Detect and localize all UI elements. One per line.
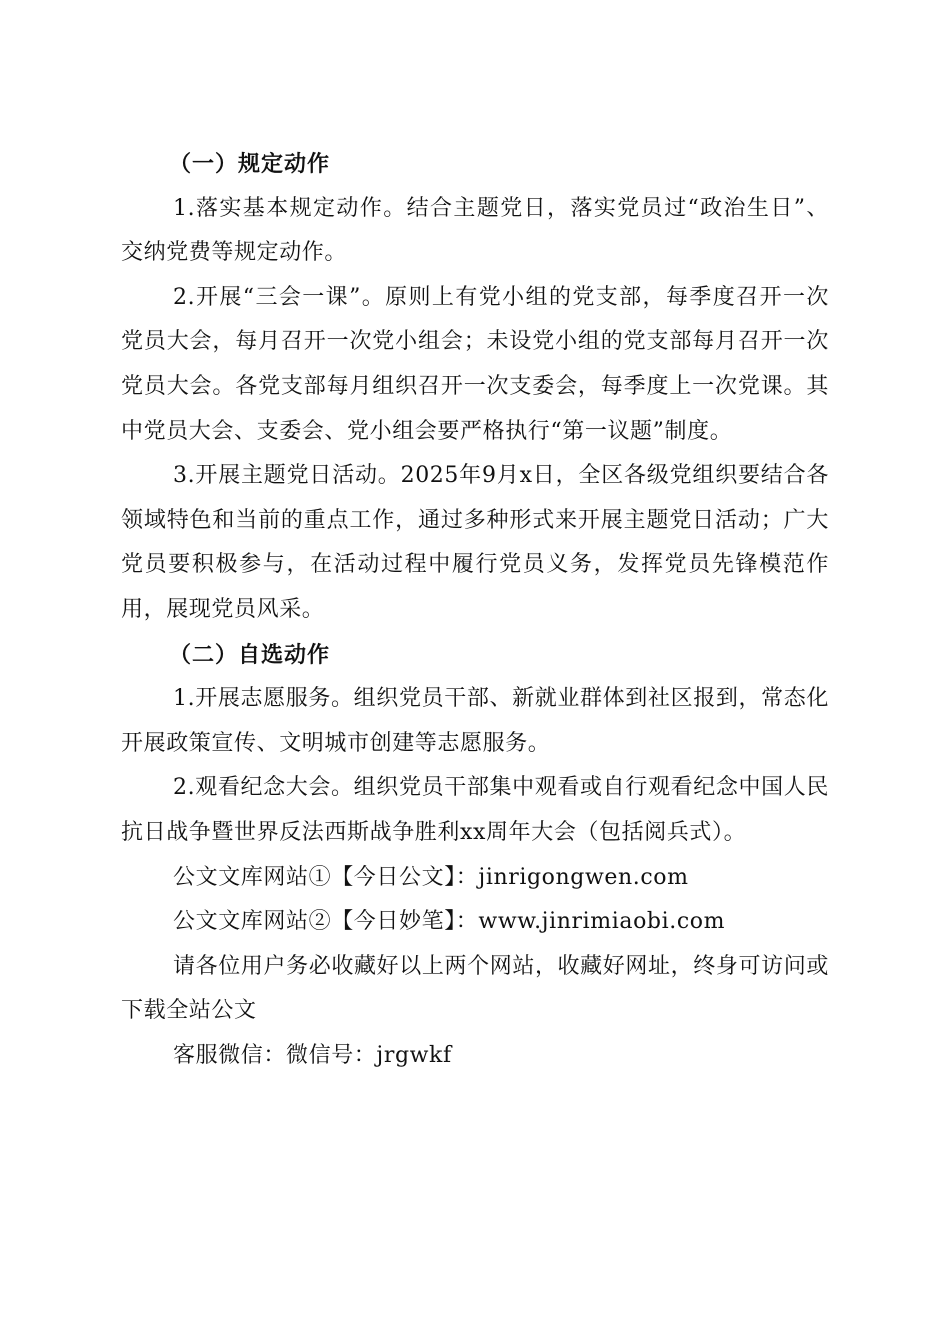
website-line-2: 公文文库网站②【今日妙笔】：www.jinrimiaobi.com — [173, 909, 726, 935]
customer-service-wechat: 客服微信：微信号：jrgwkf — [173, 1042, 452, 1068]
website-line-1: 公文文库网站①【今日公文】：jinrigongwen.com — [173, 864, 689, 890]
document-body — [121, 142, 829, 1078]
paragraph-three-meetings-one-lesson: 2.开展“三会一课”。原则上有党小组的党支部，每季度召开一次党员大会，每月召开一次党小组会；未设党小组的党支部每月召开一次党员大会。各党支部每月组织召开一次支委会，每季度上一次党课。其中党员大会、支委会、党小组会要严格执行“第一议题”制度。 — [121, 284, 829, 444]
bookmark-notice: 请各位用户务必收藏好以上两个网站，收藏好网址，终身可访问或下载全站公文 — [121, 953, 829, 1024]
paragraph-theme-party-day: 3.开展主题党日活动。2025年9月x日，全区各级党组织要结合各领域特色和当前的重点工作，通过多种形式来开展主题党日活动；广大党员要积极参与，在活动过程中履行党员义务，发挥党员先锋模范作用，展现党员风采。 — [121, 463, 829, 622]
section-heading-prescribed-actions: （一）规定动作 — [169, 151, 331, 177]
paragraph-volunteer-service: 1.开展志愿服务。组织党员干部、新就业群体到社区报到，常态化开展政策宣传、文明城市创建等志愿服务。 — [121, 686, 829, 756]
section-heading-optional-actions: （二）自选动作 — [169, 641, 331, 668]
paragraph-watch-commemoration: 2.观看纪念大会。组织党员干部集中观看或自行观看纪念中国人民抗日战争暨世界反法西斯战争胜利xx周年大会（包括阅兵式）。 — [121, 775, 829, 845]
paragraph-basic-actions: 1.落实基本规定动作。结合主题党日，落实党员过“政治生日”、交纳党费等规定动作。 — [121, 195, 829, 266]
